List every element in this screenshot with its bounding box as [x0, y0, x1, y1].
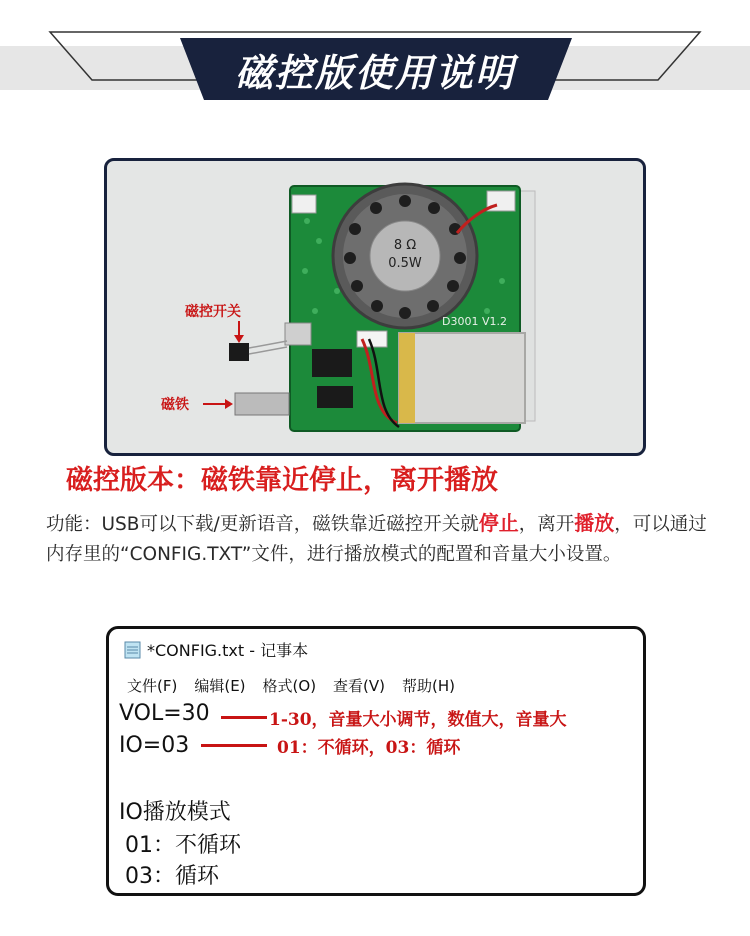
config-line-io: IO=03 [119, 733, 190, 758]
highlight-play: 播放 [574, 511, 615, 535]
battery-tab [399, 333, 415, 423]
product-photo [104, 158, 646, 456]
battery [399, 333, 525, 423]
usb-port [285, 323, 311, 345]
notepad-window [106, 626, 646, 896]
speaker-impedance: 8 Ω [393, 238, 417, 253]
mode-title: IO播放模式 [119, 800, 231, 825]
connector-top-left [292, 195, 316, 213]
notepad-titlebar [124, 638, 308, 661]
notepad-title: *CONFIG.txt - 记事本 [147, 641, 309, 660]
config-line-vol: VOL=30 [119, 701, 210, 726]
vol-annotation: 1-30，音量大小调节，数值大，音量大 [269, 710, 567, 730]
board-code: D3001 V1.2 [442, 315, 507, 328]
chip-2 [317, 386, 353, 408]
description-part-1: 功能：USB可以下载/更新语音，磁铁靠近磁控开关就 [46, 514, 479, 535]
magnet [235, 393, 289, 415]
highlight-stop: 停止 [478, 511, 519, 535]
chip-1 [312, 349, 352, 377]
vol-annotation-line [221, 716, 267, 719]
reed-switch [229, 343, 249, 361]
notepad-icon [124, 640, 141, 659]
description [46, 508, 710, 570]
description-part-3: ，可以通过内存里的“CONFIG.TXT”文件，进行播放模式的配置和音量大小设置。 [46, 514, 707, 565]
notepad-menubar [127, 675, 472, 696]
speaker-power: 0.5W [388, 256, 422, 271]
headline: 磁控版本：磁铁靠近停止，离开播放 [66, 465, 498, 496]
menu-file[interactable]: 文件(F) [127, 677, 178, 695]
callout-magnetic-switch: 磁控开关 [185, 304, 241, 320]
io-annotation-line [201, 744, 267, 747]
menu-help[interactable]: 帮助(H) [402, 677, 455, 695]
description-part-2: ，离开 [518, 514, 575, 535]
menu-edit[interactable]: 编辑(E) [194, 677, 246, 695]
io-annotation: 01：不循环，03：循环 [277, 738, 461, 758]
mode-03: 03：循环 [125, 864, 219, 889]
menu-format[interactable]: 格式(O) [262, 677, 317, 695]
callout-magnet: 磁铁 [161, 397, 189, 413]
mode-01: 01：不循环 [125, 833, 241, 858]
menu-view[interactable]: 查看(V) [333, 677, 386, 695]
banner-title: 磁控版使用说明 [234, 51, 515, 95]
